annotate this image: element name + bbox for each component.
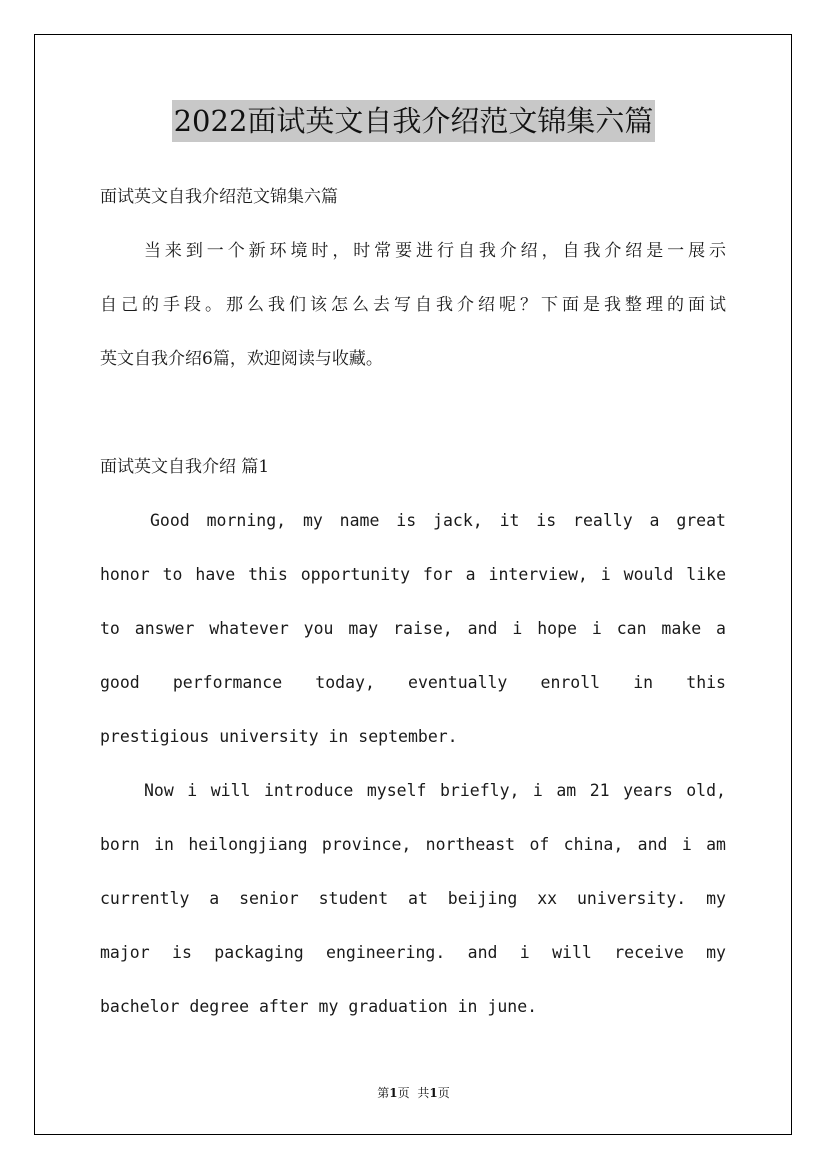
paragraph2-line: major is packaging engineering. and i will receive my — [100, 943, 726, 962]
page-number: 1 — [389, 1086, 398, 1100]
page-footer — [0, 1084, 827, 1101]
page-suffix: 页 — [397, 1086, 410, 1100]
document-subtitle: 面试英文自我介绍范文锦集六篇 — [100, 187, 338, 207]
paragraph1-line: to answer whatever you may raise, and i hope i can make a — [100, 619, 726, 638]
paragraph1-line: Good morning, my name is jack, it is really a great — [150, 511, 726, 530]
title-container — [0, 100, 827, 142]
document-title: 2022面试英文自我介绍范文锦集六篇 — [172, 100, 656, 142]
document-body — [100, 170, 726, 1034]
paragraph1-line: good performance today, eventually enroll in this — [100, 673, 726, 692]
paragraph2-line: currently a senior student at beijing xx university. my — [100, 889, 726, 908]
total-pages: 1 — [429, 1086, 438, 1100]
section-heading: 面试英文自我介绍 篇1 — [100, 457, 270, 477]
paragraph2-line: Now i will introduce myself briefly, i am 21 years old, — [144, 781, 726, 800]
page-prefix: 第 — [377, 1086, 390, 1100]
paragraph2-line: bachelor degree after my graduation in june. — [100, 997, 538, 1016]
total-prefix: 共 — [417, 1086, 430, 1100]
paragraph2-line: born in heilongjiang province, northeast of china, and i am — [100, 835, 726, 854]
paragraph1-line: prestigious university in september. — [100, 727, 458, 746]
intro-line: 当来到一个新环境时，时常要进行自我介绍，自我介绍是一展示 — [144, 241, 726, 261]
total-suffix: 页 — [437, 1086, 450, 1100]
intro-line: 英文自我介绍6篇，欢迎阅读与收藏。 — [100, 349, 383, 369]
paragraph-gap — [100, 386, 726, 440]
intro-line: 自己的手段。那么我们该怎么去写自我介绍呢？下面是我整理的面试 — [100, 295, 726, 315]
paragraph1-line: honor to have this opportunity for a interview, i would like — [100, 565, 726, 584]
